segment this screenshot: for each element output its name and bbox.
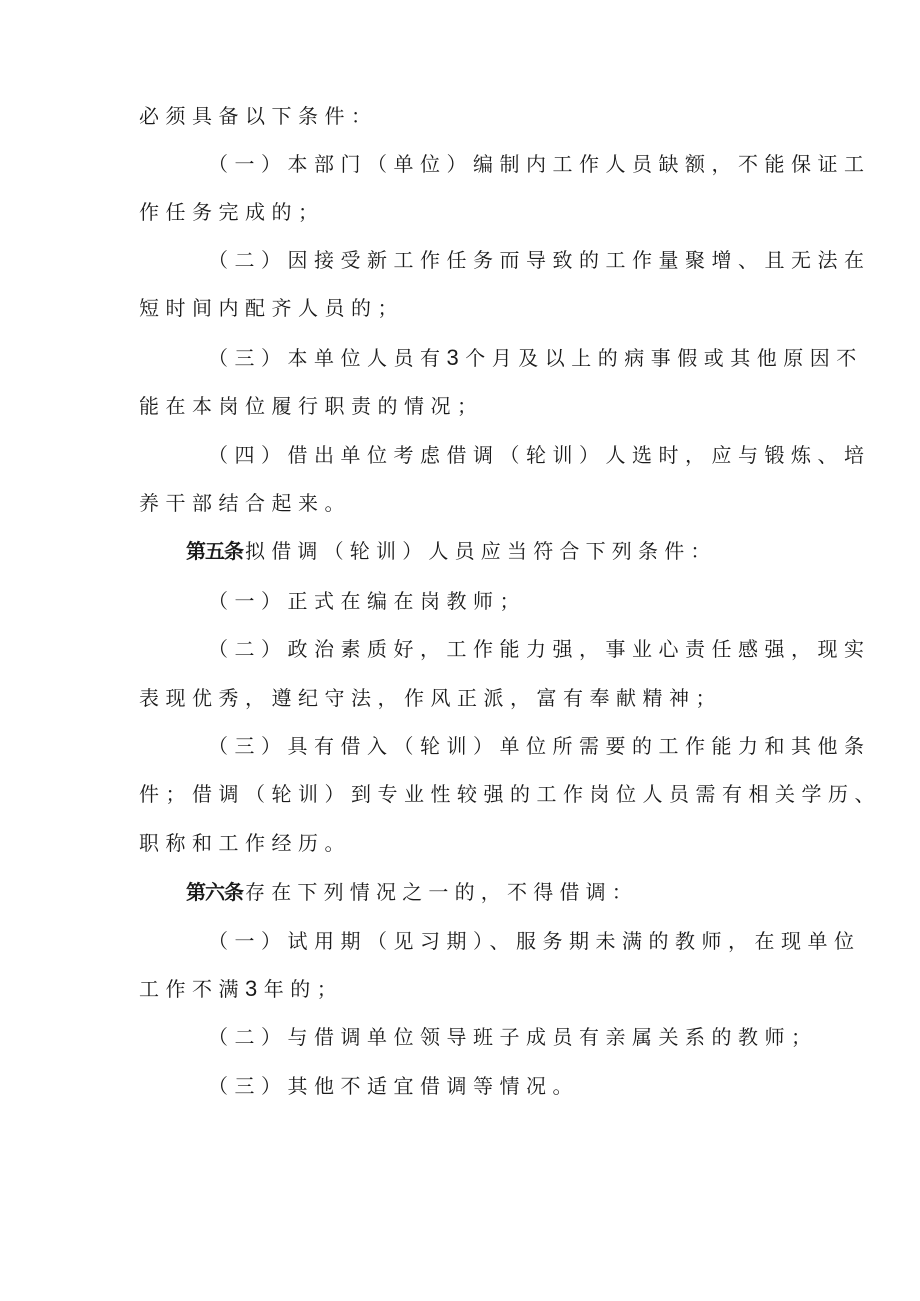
paragraph-line: 工作不满3年的；	[139, 976, 344, 1001]
paragraph-line: 表现优秀，遵纪守法，作风正派，富有奉献精神；	[139, 686, 722, 710]
paragraph-line: 件；借调（轮训）到专业性较强的工作岗位人员需有相关学历、	[139, 782, 881, 806]
paragraph-line: 职称和工作经历。	[139, 831, 351, 855]
paragraph-line: （三）本单位人员有3个月及以上的病事假或其他原因不	[208, 345, 863, 370]
paragraph-line: （一）正式在编在岗教师；	[208, 589, 526, 613]
article-label: 第六条	[186, 880, 243, 904]
paragraph-line: （二）因接受新工作任务而导致的工作量聚增、且无法在	[208, 248, 871, 272]
paragraph-line: 能在本岗位履行职责的情况；	[139, 394, 484, 418]
number-value: 3	[446, 345, 466, 370]
paragraph-line: （三）其他不适宜借调等情况。	[208, 1074, 579, 1098]
paragraph-line: （一）本部门（单位）编制内工作人员缺额，不能保证工	[208, 152, 871, 176]
paragraph-line: （四）借出单位考虑借调（轮训）人选时，应与锻炼、培	[208, 443, 871, 467]
paragraph-line: 养干部结合起来。	[139, 491, 351, 515]
paragraph-line: （二）与借调单位领导班子成员有亲属关系的教师；	[208, 1025, 818, 1049]
paragraph-line: （一）试用期（见习期）、服务期未满的教师，在现单位	[208, 929, 861, 953]
paragraph-line: 短时间内配齐人员的；	[139, 296, 404, 320]
article-heading-line: 第五条 拟借调（轮训）人员应当符合下列条件：	[186, 539, 717, 563]
paragraph-line: 作任务完成的；	[139, 200, 325, 224]
article-label: 第五条	[186, 539, 243, 563]
number-value: 3	[245, 976, 264, 1001]
paragraph-line: 必须具备以下条件：	[139, 104, 378, 128]
paragraph-line: （三）具有借入（轮训）单位所需要的工作能力和其他条	[208, 734, 871, 758]
article-heading-line: 第六条 存在下列情况之一的，不得借调：	[186, 880, 638, 904]
paragraph-line: （二）政治素质好，工作能力强，事业心责任感强，现实	[208, 637, 871, 661]
